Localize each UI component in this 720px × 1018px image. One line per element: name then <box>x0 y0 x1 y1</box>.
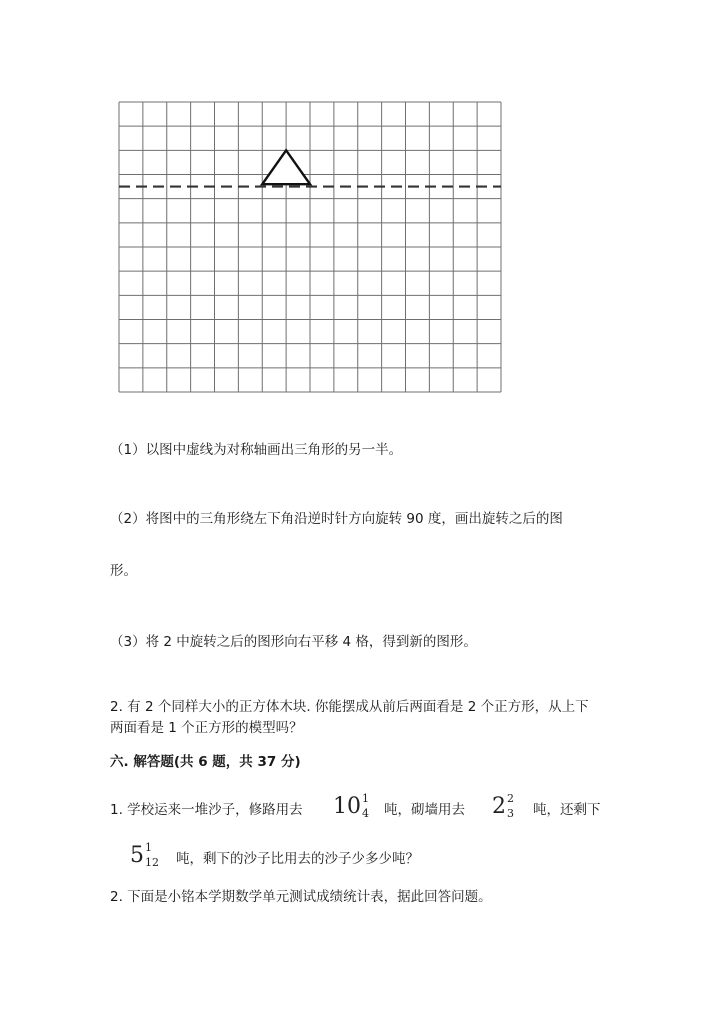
remain-whole: 5 <box>130 843 144 868</box>
remain-denominator: 12 <box>145 856 159 869</box>
road-numerator: 1 <box>362 792 369 805</box>
question-2-text-line2: 形。 <box>110 563 137 579</box>
road-whole: 10 <box>333 794 361 819</box>
solve-1-prefix: 1. 学校运来一堆沙子，修路用去 <box>110 802 303 818</box>
road-denominator: 4 <box>362 807 369 820</box>
question-3-text: （3）将 2 中旋转之后的图形向右平移 4 格，得到新的图形。 <box>110 634 477 650</box>
question-1-text: （1）以图中虚线为对称轴画出三角形的另一半。 <box>110 442 403 458</box>
solve-1-suffix: 吨，还剩下 <box>533 802 601 818</box>
solve-2-text: 2. 下面是小铭本学期数学单元测试成绩统计表，据此回答问题。 <box>110 889 492 905</box>
wall-whole: 2 <box>492 794 506 819</box>
grid-figure <box>118 101 502 393</box>
wall-denominator: 3 <box>507 807 514 820</box>
remain-numerator: 1 <box>145 841 152 854</box>
solve-1-question: 吨，剩下的沙子比用去的沙子少多少吨？ <box>176 851 419 867</box>
question-2-text-line1: （2）将图中的三角形绕左下角沿逆时针方向旋转 90 度，画出旋转之后的图 <box>110 511 563 527</box>
problem-2-text-line1: 2. 有 2 个同样大小的正方体木块. 你能摆成从前后两面看是 2 个正方形，从上下 <box>110 699 589 715</box>
remain-amount-mixed-number <box>130 841 164 875</box>
wall-amount-mixed-number <box>492 792 520 826</box>
triangle-shape <box>262 150 310 184</box>
problem-2-text-line2: 两面看是 1 个正方形的模型吗？ <box>110 720 303 736</box>
road-amount-mixed-number <box>333 792 375 826</box>
solve-1-mid: 吨，砌墙用去 <box>384 802 465 818</box>
square-grid <box>118 101 502 393</box>
section-title: 六. 解答题(共 6 题，共 37 分) <box>110 754 301 770</box>
wall-numerator: 2 <box>507 792 514 805</box>
